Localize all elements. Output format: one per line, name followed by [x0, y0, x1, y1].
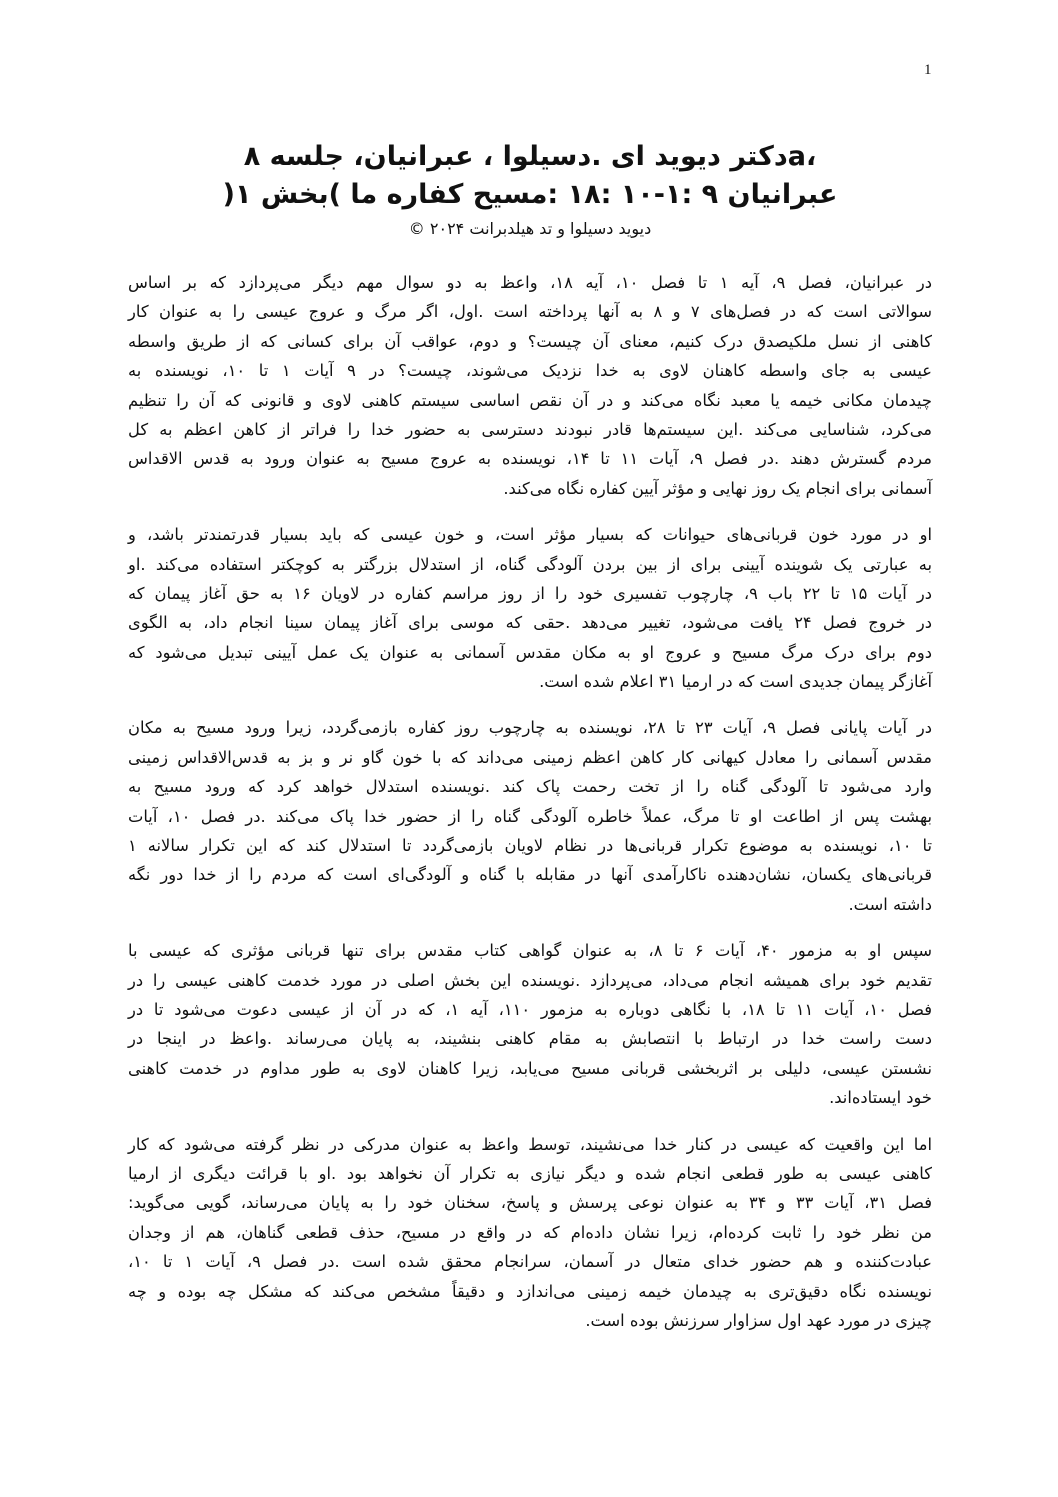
text-line: اما این واقعیت که عیسی در کنار خدا می‌نشیند، توسط واعظ به عنوان مدرکی در نظر گرفته می‌شود که کار	[128, 1134, 932, 1154]
text-line: قربانی‌های یکسان، نشان‌دهنده ناکارآمدی آنها در مقابله با گناه و آلودگی‌ای است که مردم را از خدا دور نگه	[128, 865, 932, 885]
text-line: چیدمان مکانی خیمه یا معبد نگاه می‌کند و در آن نقص اساسی سیستم کاهنی لاوی و قانونی که آن را تنظیم	[128, 390, 932, 410]
text-line: بهشت پس از اطاعت او تا مرگ، عملاً خاطره آلودگی گناه را از حضور خدا پاک می‌کند .در فصل ۱۰، آیات	[128, 806, 932, 826]
text-line: چیزی در مورد عهد اول سزاوار سرزنش بوده است.	[585, 1310, 932, 1330]
text-line: وارد می‌شود تا آلودگی گناه را از تخت رحمت پاک کند .نویسنده استدلال خواهد کرد که ورود مسیح به	[128, 777, 932, 797]
copyright-subtitle: دیوید دسیلوا و تد هیلدبرانت ۲۰۲۴ ©	[408, 219, 652, 238]
paragraph-1	[128, 268, 932, 503]
text-line: آسمانی برای انجام یک روز نهایی و مؤثر آیین کفاره نگاه می‌کند.	[503, 478, 932, 498]
text-line: در آیات ۱۵ تا ۲۲ باب ۹، چارچوب تفسیری خود را از روز مراسم کفاره در لاویان ۱۶ به حق آغاز پیمان که	[128, 583, 932, 603]
text-line: آغازگر پیمان جدیدی است که در ارمیا ۳۱ اعلام شده است.	[539, 672, 932, 692]
text-line: در عبرانیان، فصل ۹، آیه ۱ تا فصل ۱۰، آیه ۱۸، واعظ به دو سوال مهم دیگر می‌پردازد که بر اساس	[128, 273, 932, 292]
text-line: کاهنی عیسی به طور قطعی انجام شده و دیگر نیازی به تکرار آن نخواهد بود .او با قرائت دیگری از ارمیا	[128, 1163, 932, 1183]
paragraph-3	[128, 713, 932, 919]
text-line: تقدیم خود برای همیشه انجام می‌داد، می‌پردازد .نویسنده این بخش اصلی در مورد خدمت کاهنی عیسی را در	[128, 970, 932, 990]
text-line: فصل ۱۰، آیات ۱۱ تا ۱۸، با نگاهی دوباره به مزمور ۱۱۰، آیه ۱، که در آن از عیسی دعوت می‌شود تا در	[128, 999, 932, 1019]
title-line-2: عبرانیان ۹ :۱-۱۰ :۱۸ :مسیح کفاره ما )بخش ۱(	[222, 179, 838, 210]
text-line: مقدس آسمانی را معادل کیهانی کار کاهن اعظم زمینی می‌داند که با خون گاو نر و بز به قدس‌الاقداس زمینی	[128, 747, 932, 767]
paragraph-4	[128, 936, 932, 1112]
text-line: به عبارتی یک شوینده آیینی برای از بین بردن آلودگی گناه، از استدلال بزرگتر به کوچکتر استفاده می‌کند .او	[128, 554, 932, 574]
text-line: نشستن عیسی، دلیلی بر اثربخشی قربانی مسیح می‌یابد، زیرا کاهنان لاوی به طور مداوم در خدمت کاهنی	[128, 1058, 932, 1078]
text-line: فصل ۳۱، آیات ۳۳ و ۳۴ به عنوان نوعی پرسش و پاسخ، سخنان خود را به پایان می‌رساند، گویی می‌گوید:	[128, 1193, 932, 1213]
text-line: من نظر خود را ثابت کرده‌ام، زیرا نشان داده‌ام که در واقع در مسیح، حذف قطعی گناهان، هم از وجدان	[128, 1222, 932, 1242]
page-number: 1	[924, 62, 932, 78]
text-line: او در مورد خون قربانی‌های حیوانات که بسیار مؤثر است، و خون عیسی که باید بسیار قدرتمندتر باشد، و	[128, 525, 932, 545]
text-line: داشته است.	[848, 894, 932, 914]
text-line: سوالاتی است که در فصل‌های ۷ و ۸ به آنها پرداخته است .اول، اگر مرگ و عروج عیسی را به عنوان کار	[128, 302, 933, 322]
document-body	[128, 268, 932, 1352]
text-line: کاهنی از نسل ملکیصدق درک کنیم، معنای آن چیست؟ و دوم، عواقب آن برای کسانی که از طریق واسطه	[128, 331, 932, 351]
text-line: در خروج فصل ۲۴ یافت می‌شود، تغییر می‌دهد .حقی که موسی برای آغاز پیمان سینا انجام داد، به الگوی	[128, 613, 932, 633]
text-line: در آیات پایانی فصل ۹، آیات ۲۳ تا ۲۸، نویسنده به چارچوب روز کفاره بازمی‌گردد، زیرا ورود مسیح به مکان	[128, 718, 932, 738]
title-line-1: ،aدکتر دیوید ای .دسیلوا ، عبرانیان، جلسه ۸	[243, 141, 817, 172]
paragraph-2	[128, 520, 932, 696]
text-line: تا ۱۰، نویسنده به موضوع تکرار قربانی‌ها در نظام لاویان بازمی‌گردد تا استدلال کند که این تکرار سالانه ۱	[128, 836, 932, 856]
text-line: دوم برای درک مرگ مسیح و عروج او به مکان مقدس آسمانی به عنوان یک عمل آیینی تبدیل می‌شود که	[128, 642, 932, 662]
paragraph-5	[128, 1130, 932, 1336]
text-line: سپس او به مزمور ۴۰، آیات ۶ تا ۸، به عنوان گواهی کتاب مقدس برای تنها قربانی مؤثری که عیسی با	[128, 941, 933, 961]
text-line: مردم گسترش دهند .در فصل ۹، آیات ۱۱ تا ۱۴، نویسنده به عروج مسیح به عنوان ورود به قدس الاقداس	[128, 449, 932, 469]
text-line: دست راست خدا در ارتباط با انتصابش به مقام کاهنی بنشیند، به پایان می‌رساند .واعظ در اینجا در	[128, 1029, 932, 1049]
text-line: می‌کرد، شناسایی می‌کند .این سیستم‌ها قادر نبودند دسترسی به حضور خدا را فراتر از کاهن اعظم به کل	[128, 419, 932, 439]
text-line: عبادت‌کننده و هم حضور خدای متعال در آسمان، سرانجام محقق شده است .در فصل ۹، آیات ۱ تا ۱۰،	[128, 1252, 933, 1272]
title-block	[130, 138, 930, 244]
text-line: نویسنده نگاه دقیق‌تری به چیدمان خیمه زمینی می‌اندازد و دقیقاً مشخص می‌کند که مشکل چه بوده و چه	[128, 1281, 932, 1301]
text-line: عیسی به جای واسطه کاهنان لاوی به خدا نزدیک می‌شوند، چیست؟ در ۹ آیات ۱ تا ۱۰، نویسنده به	[128, 361, 933, 381]
text-line: خود ایستاده‌اند.	[829, 1088, 932, 1108]
